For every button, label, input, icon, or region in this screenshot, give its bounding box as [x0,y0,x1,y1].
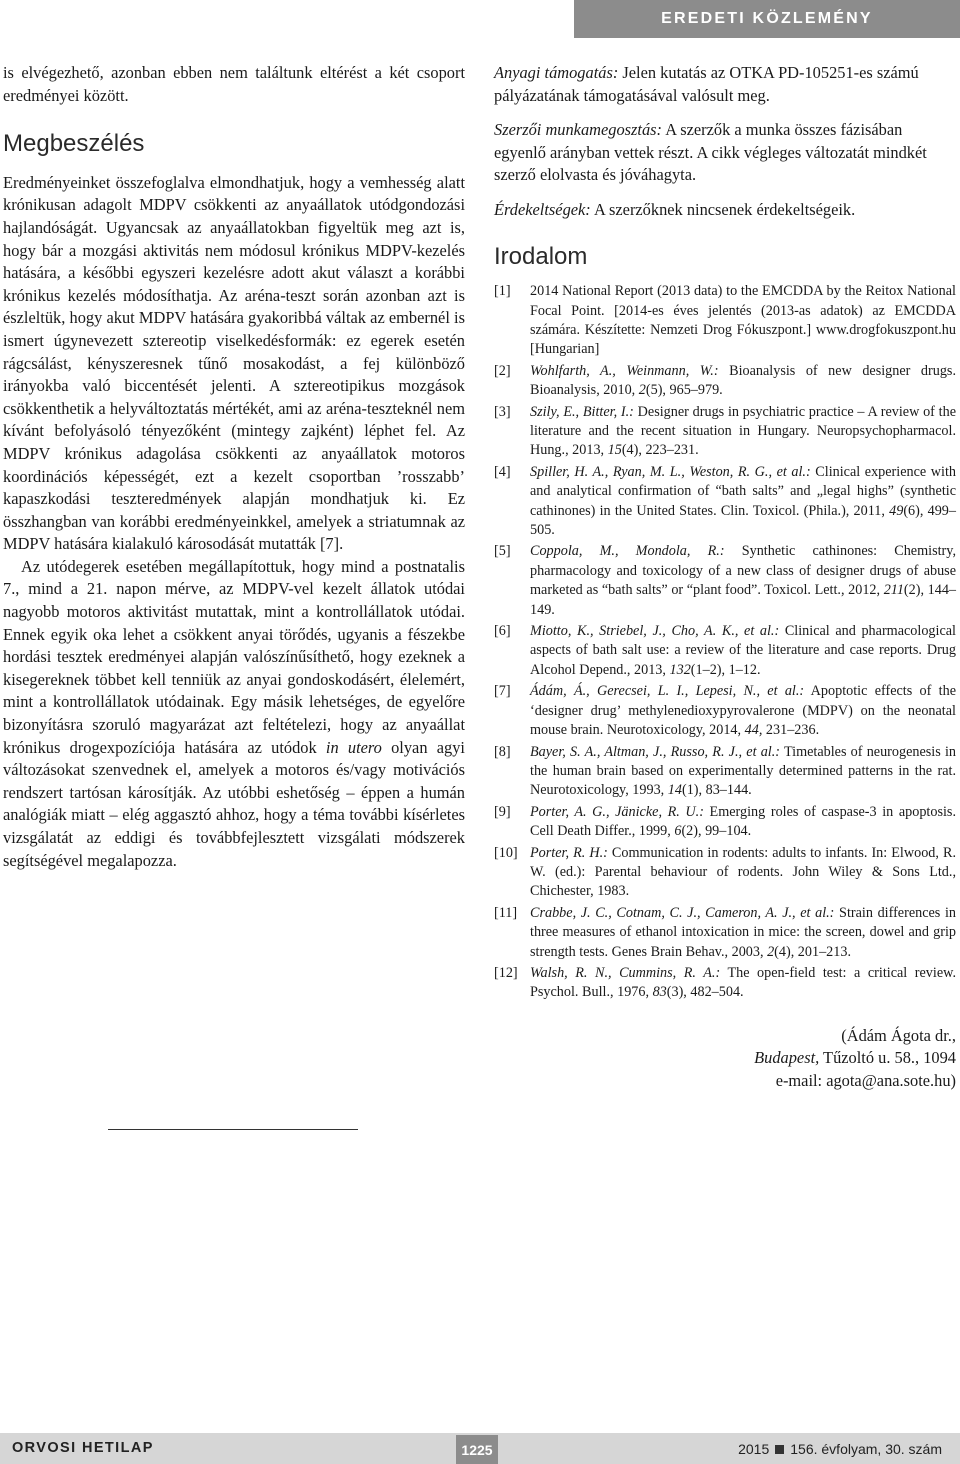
reference-text [530,743,956,801]
reference-text: Emerging roles of caspase-3 in apoptosis. Cell Death Differ., 1999, [530,803,957,840]
reference-volume: 15 [607,442,622,459]
reference-number: [5] [494,543,511,560]
reference-text [530,904,956,962]
reference-text [530,463,956,541]
reference-text [530,622,956,680]
reference-text: Clinical experience with and analytical confirmation of “bath salts” and „legal highs” (synthetic cathinones) in the United States. Clin. Toxicol. (Phila.), 2011, [530,463,957,519]
reference-text: Strain differences in three measures of ethanol intoxication in mice: the screen, dowel and grip strength tests. Genes Brain Behav., 2003, [530,904,956,960]
reference-item [494,282,956,360]
reference-text [530,803,956,842]
reference-volume: 44, [744,722,763,739]
reference-item [494,803,956,842]
reference-volume: 132 [669,661,691,678]
reference-number: [4] [494,463,511,480]
reference-authors: Bayer, S. A., Altman, J., Russo, R. J., et al.: [530,743,781,760]
issue-info [738,1441,942,1457]
reference-number: [9] [494,803,511,820]
funding-label: Anyagi támogatás: [494,63,619,82]
reference-number: [10] [494,844,518,861]
reference-volume: 83 [652,984,667,1001]
funding-note [494,62,956,107]
discussion-paragraph-1: Eredményeinket összefoglalva elmondhatjuk, hogy a vemhesség alatt krónikusan adagolt MDPV csökkenti az anyaállatok utódgondozási hajlandóságát. Ugyancsak az anyaállatokban figyeltük meg azt is, hogy bár a mozgási aktivitás nem módosul krónikus MDPV-kezelés hatására, a későbbi egyszeri kezelésre adott akut választ a korábbi krónikus kezelés módosíthatja. Az aréna-teszt során azonban azt is észleltük, hogy akut MDPV hatására gyakoribbá váltak az embernél is ismert úgynevezett sztereotip viselkedésformák: ez egerek esetén rágcsálást, kényszeresnek tűnő mosakodást, a fej különböző irányokba való biccentését jelenti. A sztereotipikus mozgások csökkenthetik a helyváltoztatás mértékét, ami az aréna-teszteknél nem kívánt befolyásoló tényezőként (mintegy zajként) léphet fel. Az MDPV krónikus adagolása csökkenti az anyaállatok motoros koordinációs képességét, ezt a kezelt csoportban ’rosszabb’ kapaszkodási teszteredmények alapján mondhatjuk ki. Ez összhangban van korábbi eredményeinkkel, amelyek a striatumnak az MDPV hatására kialakuló károsodását mutatták [7]. [3,172,465,554]
square-bullet-icon [775,1445,784,1454]
journal-name: ORVOSI HETILAP [12,1440,154,1456]
reference-tail: (4), 201–213. [774,943,852,960]
reference-number: [11] [494,904,518,921]
reference-authors: Ádám, Á., Gerecsei, L. I., Lepesi, N., et al.: [530,683,805,700]
address-name: (Ádám Ágota dr., [841,1025,956,1045]
reference-item [494,362,956,401]
reference-volume: 14 [667,782,682,799]
in-utero-term: in utero [325,737,382,757]
reference-item [494,682,956,740]
reference-text: Synthetic cathinones: Chemistry, pharmacology and toxicology of a new class of designer drugs of abuse marketed as “bath salts” or “plant food”. Toxicol. Lett., 2012, [530,543,956,599]
reference-item [494,542,956,620]
right-column [494,62,956,1093]
reference-volume: 49 [889,502,904,519]
reference-authors: Wohlfarth, A., Weinmann, W.: [530,362,719,379]
reference-number: [7] [494,683,511,700]
reference-number: [6] [494,623,511,640]
reference-text [530,964,956,1003]
reference-text: Bioanalysis of new designer drugs. Bioanalysis, 2010, [530,362,956,399]
section-label: EREDETI KÖZLEMÉNY [574,0,960,38]
left-column [3,62,465,872]
reference-item [494,964,956,1003]
reference-number: [2] [494,362,511,379]
article-meta [494,62,956,222]
reference-number: [12] [494,964,518,981]
reference-text: Communication in rodents: adults to infants. In: Elwood, R. W. (ed.): Parental behaviour of rodents. John Wiley & Sons Ltd., Chichester, 1983. [530,844,957,900]
page-header [0,0,960,38]
reference-tail: (2), 99–104. [681,823,752,840]
reference-tail: (4), 223–231. [621,442,699,459]
reference-tail: (5), 965–979. [645,382,723,399]
reference-authors: Porter, A. G., Jänicke, R. U.: [530,803,704,820]
reference-authors: Spiller, H. A., Ryan, M. L., Weston, R. G., et al.: [530,463,811,480]
reference-text [530,844,956,902]
conflict-note [494,199,956,222]
page-number: 1225 [456,1435,498,1464]
reference-list [494,282,956,1003]
reference-text [530,282,956,360]
references-heading: Irodalom [494,242,588,270]
reference-item [494,463,956,541]
reference-text [530,542,956,620]
reference-item [494,743,956,801]
reference-tail: (2), 144–149. [530,582,957,618]
reference-authors: Miotto, K., Striebel, J., Cho, A. K., et al.: [530,623,780,640]
reference-text: The open-field test: a critical review. Psychol. Bull., 1976, [530,964,956,1001]
issue-volume: 156. évfolyam, 30. szám [790,1441,942,1457]
reference-authors: Crabbe, J. C., Cotnam, C. J., Cameron, A. J., et al.: [530,904,835,921]
reference-item [494,622,956,680]
reference-text: Timetables of neurogenesis in the human brain based on experimentally determined patterns in the rat. Neurotoxicology, 1993, [530,743,956,799]
address-street: Tűzoltó u. 58., 1094 [819,1048,956,1068]
authors-label: Szerzői munkamegosztás: [494,120,662,140]
page-footer [0,1433,960,1464]
reference-number: [8] [494,743,511,760]
discussion-heading: Megbeszélés [3,130,145,158]
reference-text: 2014 National Report (2013 data) to the EMCDDA by the Reitox National Focal Point. [2014-es éves jelentés (2013-as adatok) az EMCDDA számára. Készítette: Nemzeti Drog Fókuszpont.] www.drogfokuszpont.hu [Hungarian] [530,283,956,358]
reference-tail: (6), 499–505. [530,502,956,539]
intro-paragraph: is elvégezhető, azonban ebben nem találtunk eltérést a két csoport eredményei között. [3,63,465,105]
reference-volume: 2 [767,943,775,960]
reference-text [530,403,956,461]
reference-volume: 6 [674,823,682,840]
reference-authors: Porter, R. H.: [530,844,608,861]
reference-text [530,362,956,401]
authors-text: A szerzők a munka összes fázisában egyenlő arányban vettek részt. A cikk végleges változatát mindkét szerző elolvasta és jóváhagyta. [494,120,927,185]
paragraph-2-end: olyan agyi változásokat szenvednek el, amelyek a motoros és/vagy motivációs rendszert tartósan károsítják. Az utóbbi eshetőség – éppen a humán analógiák miatt – elég aggasztó ahhoz, hogy a téma további kísérletes vizsgálatát az eddigi és továbbfejlesztett vizsgálati módszerek segítségével megalapozza. [3,737,465,870]
reference-volume: 211 [883,582,904,599]
reference-item [494,844,956,902]
reference-text: Clinical and pharmacological aspects of bath salt use: a review of the literature and case reports. Drug Alcohol Depend., 2013, [530,623,956,678]
reference-text: Designer drugs in psychiatric practice – A review of the literature and the recent situation in Hungary. Neuropsychopharmacol. Hung., 2013, [530,403,956,459]
address-street-line [494,1047,956,1070]
reference-authors: Coppola, M., Mondola, R.: [530,543,725,560]
reference-tail: (3), 482–504. [666,984,744,1001]
reference-tail: 231–236. [762,722,820,739]
reference-item [494,403,956,461]
funding-text: Jelen kutatás az OTKA PD-105251-es számú pályázatának támogatásával valósult meg. [494,63,919,105]
address-city: Budapest, [754,1048,820,1068]
conflict-text: A szerzőknek nincsenek érdekeltségeik. [593,199,856,219]
closing-rule [108,1129,358,1130]
reference-text: Apoptotic effects of the ‘designer drug’ methylenedioxypyrovalerone (MDPV) on the neonatal mouse brain. Neurotoxicology, 2014, [530,683,956,739]
reference-number: [1] [494,283,511,300]
reference-volume: 2 [638,382,646,399]
reference-number: [3] [494,403,511,420]
authors-note [494,119,956,187]
reference-authors: Walsh, R. N., Cummins, R. A.: [530,964,721,981]
conflict-label: Érdekeltségek: [494,199,591,219]
reference-tail: (1–2), 1–12. [690,661,761,678]
correspondence-address [494,1025,956,1093]
discussion-paragraph-2 [3,556,465,872]
reference-authors: Szily, E., Bitter, I.: [530,403,634,420]
reference-item [494,904,956,962]
address-email: e-mail: agota@ana.sote.hu) [775,1070,956,1090]
paragraph-2-start: Az utódegerek esetében megállapítottuk, hogy mind a postnatalis 7., mind a 21. napon mérve, az MDPV-vel kezelt állatok utódai nagyobb motoros aktivitást mutattak, mint a kontrollállatok utódai. Ennek egyik oka lehet a csökkent anyai törődés, ugyanis a fészekbe hordási tesztek eredményei alapján valószínűsíthető, hogy ezeknek a kisegereknek többet kell tenniük az anyai gondoskodásért, élelemért, mint a kontrollállatok utódainak. Egy másik lehetséges, de egyelőre bizonyításra szoruló magyarázat azt feltételezi, hogy az anyaállat krónikus drogexpozíciója hatására az utódok [3,556,465,757]
issue-year: 2015 [738,1441,770,1457]
reference-text [530,682,956,740]
reference-tail: (1), 83–144. [681,782,752,799]
